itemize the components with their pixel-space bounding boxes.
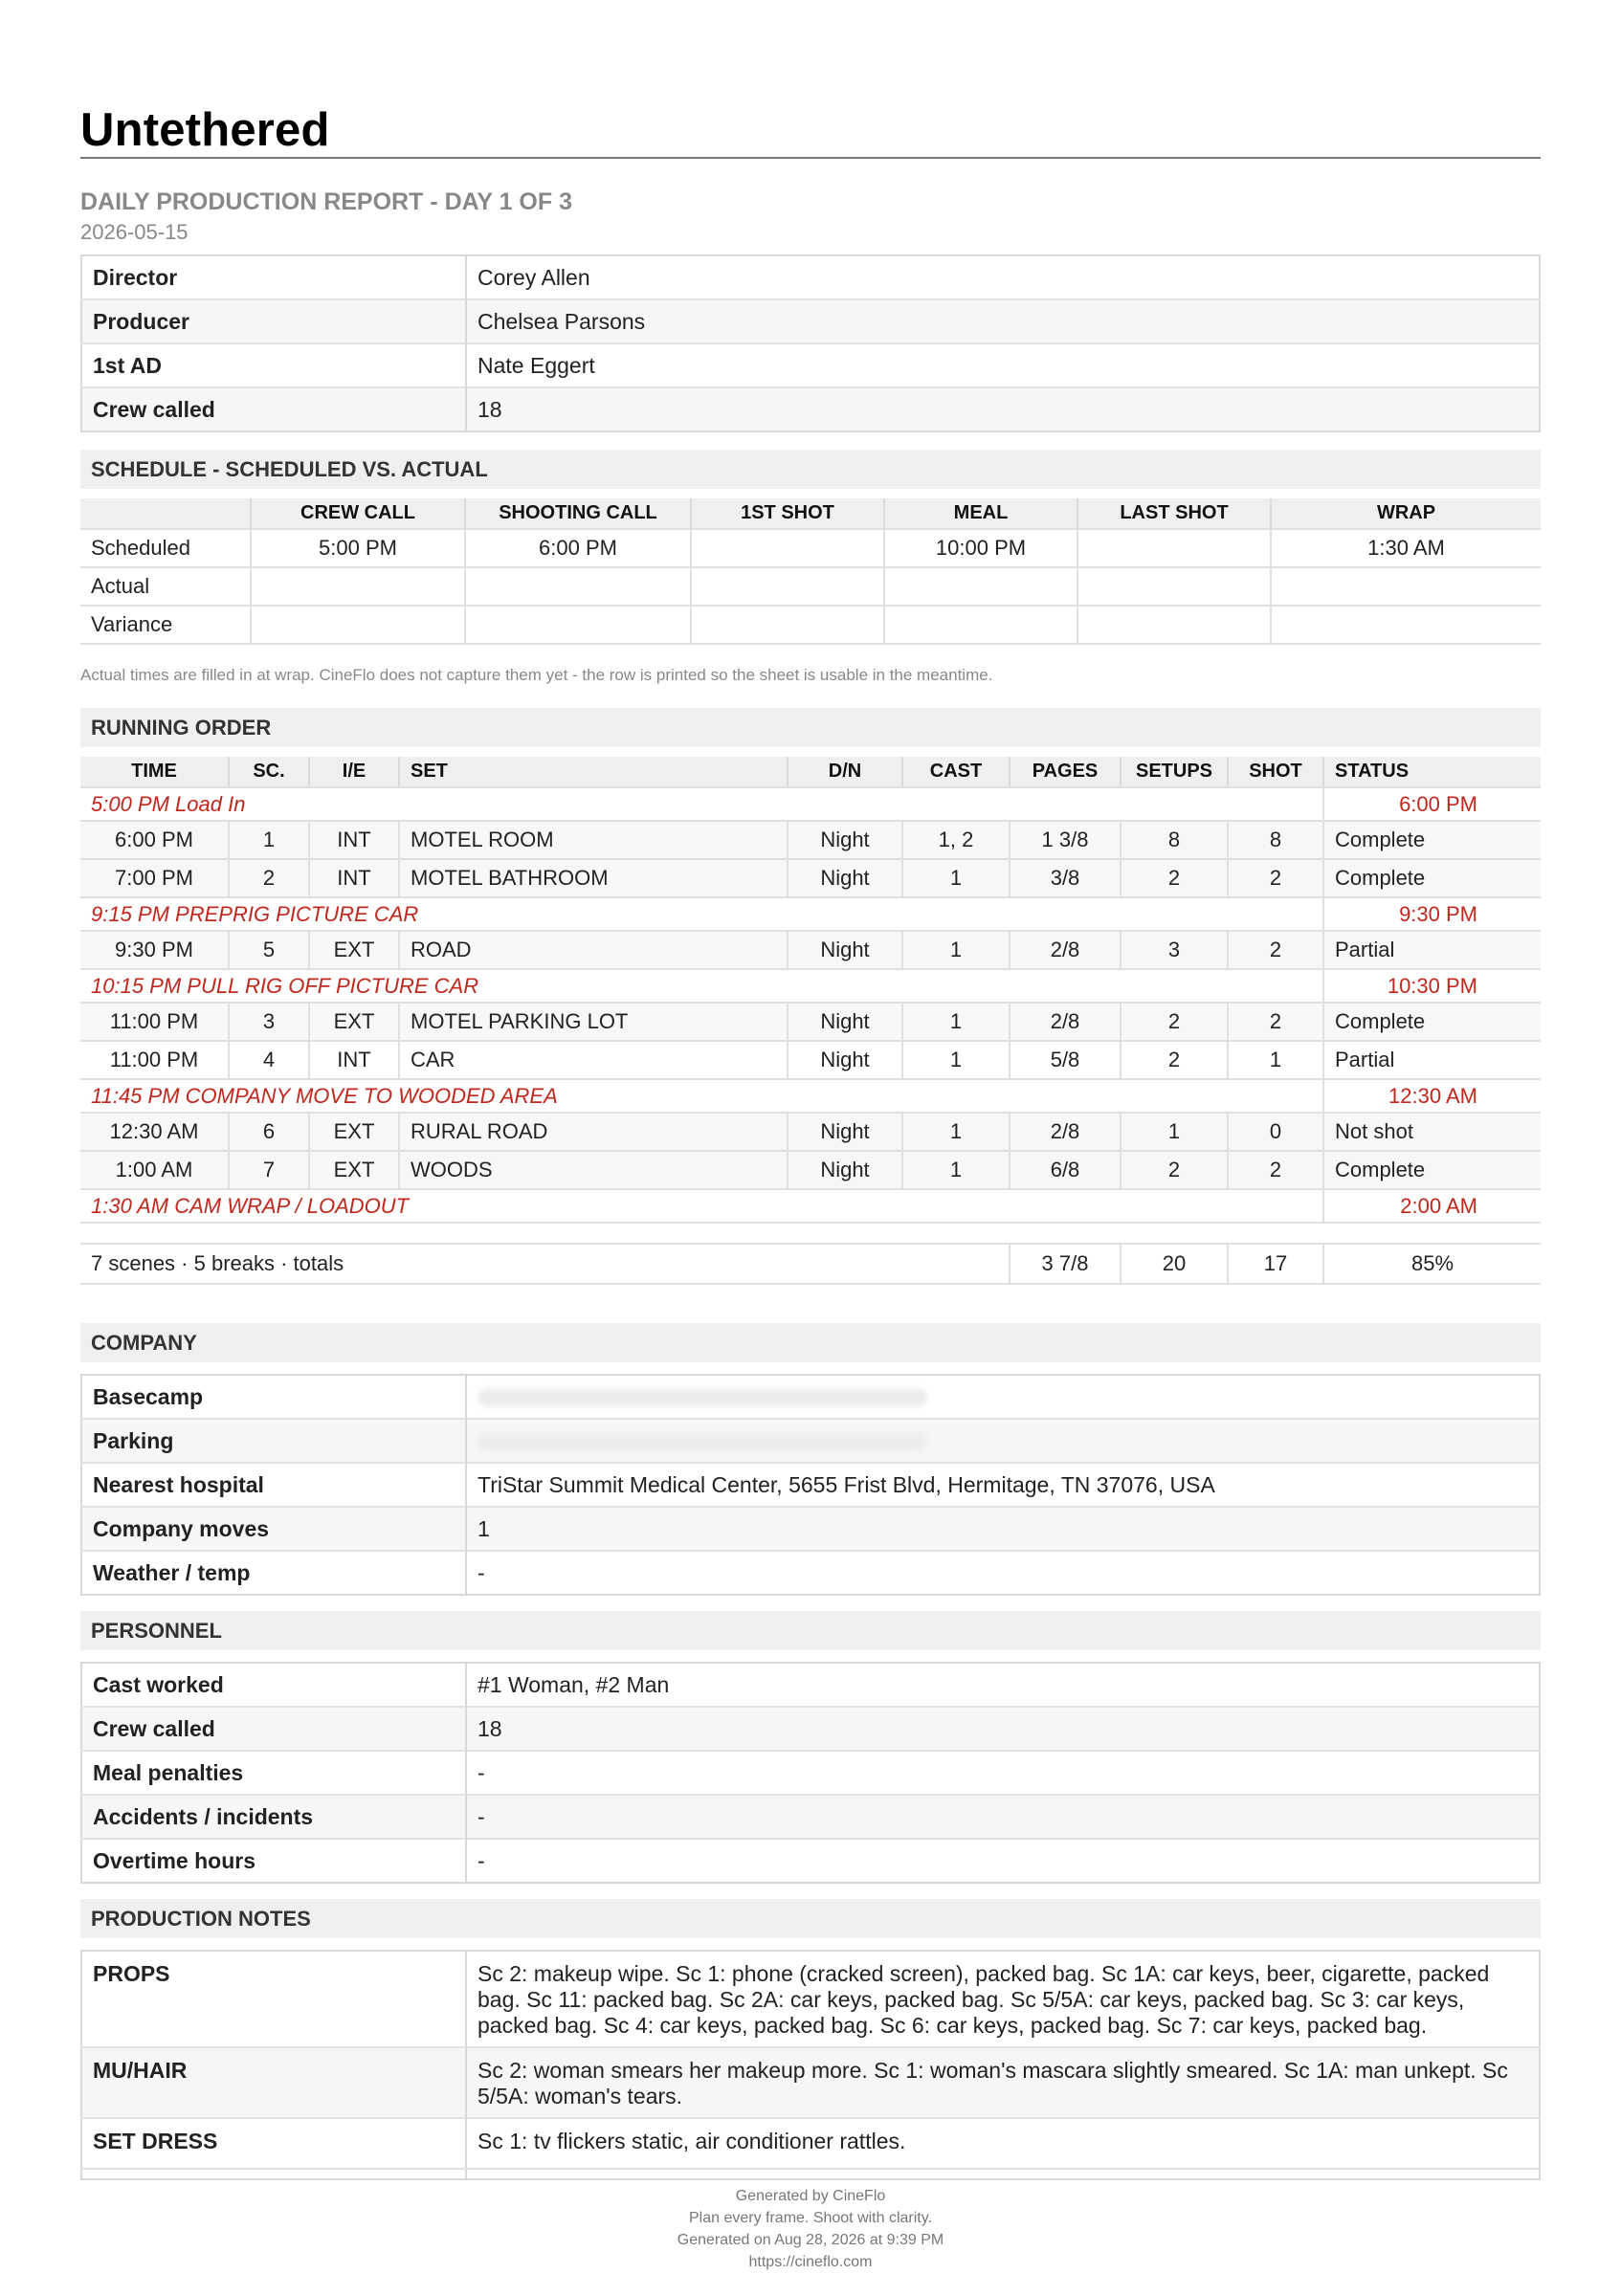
scene-pages: 1 3/8 bbox=[1010, 821, 1121, 859]
scene-int-ext: EXT bbox=[309, 1151, 399, 1189]
running-order-col-header: CAST bbox=[902, 757, 1010, 787]
footer-generated-on: Generated on Aug 28, 2026 at 9:39 PM bbox=[677, 2232, 944, 2248]
scene-pages: 3/8 bbox=[1010, 859, 1121, 897]
spacer-row bbox=[80, 1223, 1541, 1244]
running-order-col-header: SHOT bbox=[1228, 757, 1323, 787]
schedule-cell bbox=[884, 567, 1077, 606]
schedule-col-header: MEAL bbox=[884, 498, 1077, 529]
summary-label: Producer bbox=[81, 299, 466, 343]
scene-set: MOTEL BATHROOM bbox=[399, 859, 788, 897]
scene-int-ext: INT bbox=[309, 821, 399, 859]
summary-label: Director bbox=[81, 255, 466, 299]
scene-pages: 2/8 bbox=[1010, 1113, 1121, 1151]
title-divider bbox=[80, 157, 1541, 159]
running-order-col-header: TIME bbox=[80, 757, 229, 787]
running-order-table bbox=[80, 757, 1541, 1285]
running-order-col-header: D/N bbox=[788, 757, 902, 787]
break-end-time: 9:30 PM bbox=[1323, 897, 1541, 931]
schedule-cell bbox=[1077, 567, 1271, 606]
scene-row bbox=[80, 1151, 1541, 1189]
break-row bbox=[80, 1189, 1541, 1223]
scene-time: 12:30 AM bbox=[80, 1113, 229, 1151]
scene-time: 1:00 AM bbox=[80, 1151, 229, 1189]
personnel-value: - bbox=[466, 1751, 1540, 1795]
personnel-value: - bbox=[466, 1795, 1540, 1839]
scene-pages: 2/8 bbox=[1010, 931, 1121, 969]
summary-label: 1st AD bbox=[81, 343, 466, 387]
schedule-col-header: WRAP bbox=[1271, 498, 1541, 529]
scene-set: MOTEL PARKING LOT bbox=[399, 1003, 788, 1041]
company-row bbox=[81, 1375, 1540, 1419]
personnel-label: Crew called bbox=[81, 1707, 466, 1751]
production-notes-table bbox=[80, 1950, 1541, 2180]
personnel-value: 18 bbox=[466, 1707, 1540, 1751]
break-end-time: 6:00 PM bbox=[1323, 787, 1541, 821]
company-row bbox=[81, 1463, 1540, 1507]
company-label: Basecamp bbox=[81, 1375, 466, 1419]
scene-status: Complete bbox=[1323, 1151, 1541, 1189]
running-order-col-header: SETUPS bbox=[1121, 757, 1228, 787]
break-label: 1:30 AM CAM WRAP / LOADOUT bbox=[80, 1189, 1323, 1223]
company-value: TriStar Summit Medical Center, 5655 Frist Blvd, Hermitage, TN 37076, USA bbox=[466, 1463, 1540, 1507]
schedule-row-label: Scheduled bbox=[80, 529, 251, 567]
running-order-section-header: RUNNING ORDER bbox=[80, 708, 1541, 747]
scene-setups: 1 bbox=[1121, 1113, 1228, 1151]
scene-status: Complete bbox=[1323, 821, 1541, 859]
company-label: Nearest hospital bbox=[81, 1463, 466, 1507]
production-note-value: Sc 2: makeup wipe. Sc 1: phone (cracked screen), packed bag. Sc 1A: car keys, beer, cigarette, packed bag. Sc 11: packed bag. Sc 2A: car keys, packed bag. Sc 5/5A: car keys, packed bag. Sc 3: car keys, packed bag. Sc 4: car keys, packed bag. Sc 6: car keys, packed bag. Sc 7: car keys, packed bag. bbox=[477, 1961, 1490, 2038]
company-label: Weather / temp bbox=[81, 1551, 466, 1595]
company-label: Company moves bbox=[81, 1507, 466, 1551]
production-note-label: SET DRESS bbox=[81, 2118, 466, 2179]
summary-row bbox=[81, 255, 1540, 299]
running-order-col-header: I/E bbox=[309, 757, 399, 787]
scene-day-night: Night bbox=[788, 859, 902, 897]
production-note-label: PROPS bbox=[81, 1951, 466, 2047]
scene-row bbox=[80, 931, 1541, 969]
schedule-cell bbox=[251, 606, 465, 644]
scene-day-night: Night bbox=[788, 1113, 902, 1151]
scene-day-night: Night bbox=[788, 1041, 902, 1079]
scene-cast: 1 bbox=[902, 1041, 1010, 1079]
scene-setups: 2 bbox=[1121, 1151, 1228, 1189]
scene-cast: 1 bbox=[902, 1151, 1010, 1189]
schedule-row bbox=[80, 567, 1541, 606]
scene-setups: 3 bbox=[1121, 931, 1228, 969]
scene-status: Partial bbox=[1323, 1041, 1541, 1079]
schedule-col-header bbox=[80, 498, 251, 529]
schedule-cell: 10:00 PM bbox=[884, 529, 1077, 567]
schedule-cell bbox=[691, 606, 884, 644]
scene-row bbox=[80, 859, 1541, 897]
scene-setups: 2 bbox=[1121, 1041, 1228, 1079]
schedule-cell bbox=[1077, 529, 1271, 567]
company-value: - bbox=[466, 1551, 1540, 1595]
break-label: 10:15 PM PULL RIG OFF PICTURE CAR bbox=[80, 969, 1323, 1003]
break-row bbox=[80, 897, 1541, 931]
summary-value: Chelsea Parsons bbox=[466, 299, 1540, 343]
break-end-time: 10:30 PM bbox=[1323, 969, 1541, 1003]
summary-row bbox=[81, 299, 1540, 343]
scene-time: 7:00 PM bbox=[80, 859, 229, 897]
project-title: Untethered bbox=[80, 104, 330, 156]
schedule-cell bbox=[1077, 606, 1271, 644]
company-row bbox=[81, 1551, 1540, 1595]
page-footer bbox=[80, 2168, 1541, 2273]
personnel-row bbox=[81, 1663, 1540, 1707]
totals-status: 85% bbox=[1323, 1244, 1541, 1284]
scene-pages: 2/8 bbox=[1010, 1003, 1121, 1041]
summary-value: Corey Allen bbox=[477, 264, 590, 290]
totals-pages: 3 7/8 bbox=[1010, 1244, 1121, 1284]
scene-int-ext: EXT bbox=[309, 1113, 399, 1151]
production-note-row bbox=[81, 1951, 1540, 2047]
scene-int-ext: EXT bbox=[309, 1003, 399, 1041]
schedule-cell bbox=[251, 567, 465, 606]
personnel-label: Cast worked bbox=[81, 1663, 466, 1707]
scene-time: 11:00 PM bbox=[80, 1003, 229, 1041]
scene-cast: 1 bbox=[902, 931, 1010, 969]
scene-set: WOODS bbox=[399, 1151, 788, 1189]
scene-int-ext: EXT bbox=[309, 931, 399, 969]
scene-status: Partial bbox=[1323, 931, 1541, 969]
scene-shot: 1 bbox=[1228, 1041, 1323, 1079]
summary-value: 18 bbox=[466, 387, 1540, 431]
company-value: 1 bbox=[466, 1507, 1540, 1551]
scene-number: 4 bbox=[229, 1041, 309, 1079]
break-label: 9:15 PM PREPRIG PICTURE CAR bbox=[80, 897, 1323, 931]
running-order-col-header: PAGES bbox=[1010, 757, 1121, 787]
summary-row bbox=[81, 343, 1540, 387]
summary-label: Crew called bbox=[81, 387, 466, 431]
company-table bbox=[80, 1374, 1541, 1596]
scene-shot: 2 bbox=[1228, 1003, 1323, 1041]
personnel-row bbox=[81, 1795, 1540, 1839]
scene-row bbox=[80, 1113, 1541, 1151]
scene-time: 11:00 PM bbox=[80, 1041, 229, 1079]
scene-setups: 8 bbox=[1121, 821, 1228, 859]
schedule-note: Actual times are filled in at wrap. CineFlo does not capture them yet - the row is printed so the sheet is usable in the meantime. bbox=[80, 666, 993, 684]
personnel-label: Accidents / incidents bbox=[81, 1795, 466, 1839]
break-label: 11:45 PM COMPANY MOVE TO WOODED AREA bbox=[80, 1079, 1323, 1113]
summary-row bbox=[81, 387, 1540, 431]
scene-int-ext: INT bbox=[309, 1041, 399, 1079]
personnel-row bbox=[81, 1839, 1540, 1883]
totals-row bbox=[80, 1244, 1541, 1284]
schedule-table bbox=[80, 498, 1541, 645]
break-row bbox=[80, 969, 1541, 1003]
personnel-value: #1 Woman, #2 Man bbox=[477, 1671, 670, 1697]
schedule-cell bbox=[465, 567, 691, 606]
schedule-col-header: SHOOTING CALL bbox=[465, 498, 691, 529]
production-note-value: Sc 1: tv flickers static, air conditioner rattles. bbox=[466, 2118, 1540, 2179]
scene-day-night: Night bbox=[788, 821, 902, 859]
personnel-section-header: PERSONNEL bbox=[80, 1611, 1541, 1650]
scene-shot: 2 bbox=[1228, 859, 1323, 897]
personnel-row bbox=[81, 1707, 1540, 1751]
running-order-col-header: SET bbox=[399, 757, 788, 787]
production-notes-section-header: PRODUCTION NOTES bbox=[80, 1899, 1541, 1938]
scene-day-night: Night bbox=[788, 931, 902, 969]
totals-shot: 17 bbox=[1228, 1244, 1323, 1284]
personnel-row bbox=[81, 1751, 1540, 1795]
summary-table bbox=[80, 254, 1541, 432]
footer-url-link[interactable]: https://cineflo.com bbox=[748, 2254, 873, 2270]
scene-cast: 1 bbox=[902, 1113, 1010, 1151]
company-value-redacted bbox=[466, 1419, 1540, 1463]
scene-cast: 1 bbox=[902, 859, 1010, 897]
personnel-label: Overtime hours bbox=[81, 1839, 466, 1883]
break-row bbox=[80, 1079, 1541, 1113]
totals-label: 7 scenes · 5 breaks · totals bbox=[80, 1244, 1010, 1284]
schedule-cell bbox=[1271, 606, 1541, 644]
schedule-row bbox=[80, 606, 1541, 644]
scene-shot: 8 bbox=[1228, 821, 1323, 859]
company-section-header: COMPANY bbox=[80, 1323, 1541, 1362]
schedule-section-header: SCHEDULE - SCHEDULED VS. ACTUAL bbox=[80, 450, 1541, 489]
scene-status: Not shot bbox=[1323, 1113, 1541, 1151]
summary-value: Nate Eggert bbox=[466, 343, 1540, 387]
production-note-value: Sc 2: woman smears her makeup more. Sc 1: woman's mascara slightly smeared. Sc 1A: man unkept. Sc 5/5A: woman's tears. bbox=[466, 2047, 1540, 2118]
footer-generated-by: Generated by CineFlo bbox=[735, 2188, 886, 2204]
scene-shot: 2 bbox=[1228, 931, 1323, 969]
scene-number: 3 bbox=[229, 1003, 309, 1041]
totals-setups: 20 bbox=[1121, 1244, 1228, 1284]
schedule-cell: 5:00 PM bbox=[251, 529, 465, 567]
scene-pages: 5/8 bbox=[1010, 1041, 1121, 1079]
personnel-label: Meal penalties bbox=[81, 1751, 466, 1795]
redacted-blur bbox=[477, 1433, 927, 1450]
company-value-redacted bbox=[466, 1375, 1540, 1419]
company-row bbox=[81, 1419, 1540, 1463]
footer-tagline: Plan every frame. Shoot with clarity. bbox=[688, 2210, 933, 2226]
scene-cast: 1, 2 bbox=[902, 821, 1010, 859]
scene-status: Complete bbox=[1323, 859, 1541, 897]
schedule-col-header: 1ST SHOT bbox=[691, 498, 884, 529]
report-subtitle: DAILY PRODUCTION REPORT - DAY 1 OF 3 bbox=[80, 188, 572, 215]
scene-set: ROAD bbox=[399, 931, 788, 969]
scene-setups: 2 bbox=[1121, 1003, 1228, 1041]
scene-set: RURAL ROAD bbox=[399, 1113, 788, 1151]
break-label: 5:00 PM Load In bbox=[80, 787, 1323, 821]
scene-time: 9:30 PM bbox=[80, 931, 229, 969]
scene-cast: 1 bbox=[902, 1003, 1010, 1041]
report-date: 2026-05-15 bbox=[80, 220, 189, 244]
scene-number: 1 bbox=[229, 821, 309, 859]
scene-set: MOTEL ROOM bbox=[399, 821, 788, 859]
scene-int-ext: INT bbox=[309, 859, 399, 897]
scene-row bbox=[80, 821, 1541, 859]
schedule-cell bbox=[884, 606, 1077, 644]
scene-day-night: Night bbox=[788, 1003, 902, 1041]
break-end-time: 2:00 AM bbox=[1323, 1189, 1541, 1223]
scene-number: 6 bbox=[229, 1113, 309, 1151]
schedule-cell bbox=[465, 606, 691, 644]
break-end-time: 12:30 AM bbox=[1323, 1079, 1541, 1113]
scene-shot: 2 bbox=[1228, 1151, 1323, 1189]
company-label: Parking bbox=[81, 1419, 466, 1463]
break-row bbox=[80, 787, 1541, 821]
production-note-row bbox=[81, 2047, 1540, 2118]
scene-day-night: Night bbox=[788, 1151, 902, 1189]
scene-row bbox=[80, 1041, 1541, 1079]
scene-pages: 6/8 bbox=[1010, 1151, 1121, 1189]
schedule-row-label: Variance bbox=[80, 606, 251, 644]
scene-number: 5 bbox=[229, 931, 309, 969]
schedule-cell: 1:30 AM bbox=[1271, 529, 1541, 567]
scene-time: 6:00 PM bbox=[80, 821, 229, 859]
schedule-row-label: Actual bbox=[80, 567, 251, 606]
personnel-table bbox=[80, 1662, 1541, 1884]
schedule-cell bbox=[691, 529, 884, 567]
scene-status: Complete bbox=[1323, 1003, 1541, 1041]
schedule-cell bbox=[1271, 567, 1541, 606]
redacted-blur bbox=[477, 1389, 927, 1406]
scene-number: 2 bbox=[229, 859, 309, 897]
schedule-col-header: CREW CALL bbox=[251, 498, 465, 529]
scene-shot: 0 bbox=[1228, 1113, 1323, 1151]
schedule-cell: 6:00 PM bbox=[465, 529, 691, 567]
company-row bbox=[81, 1507, 1540, 1551]
schedule-row bbox=[80, 529, 1541, 567]
running-order-col-header: SC. bbox=[229, 757, 309, 787]
scene-set: CAR bbox=[399, 1041, 788, 1079]
production-note-label: MU/HAIR bbox=[81, 2047, 466, 2118]
scene-row bbox=[80, 1003, 1541, 1041]
schedule-cell bbox=[691, 567, 884, 606]
personnel-value: - bbox=[466, 1839, 1540, 1883]
scene-setups: 2 bbox=[1121, 859, 1228, 897]
running-order-col-header: STATUS bbox=[1323, 757, 1541, 787]
schedule-col-header: LAST SHOT bbox=[1077, 498, 1271, 529]
scene-number: 7 bbox=[229, 1151, 309, 1189]
